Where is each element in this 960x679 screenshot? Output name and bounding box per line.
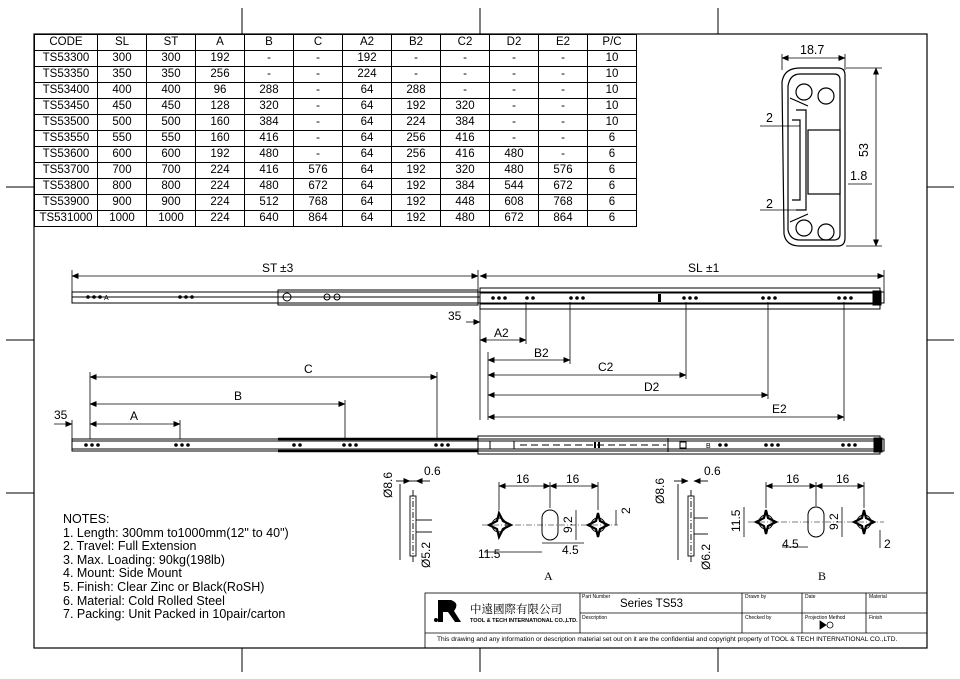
spec-cell: TS53500: [35, 115, 98, 131]
spec-cell: 1000: [147, 211, 196, 227]
spec-cell: 500: [147, 115, 196, 131]
spec-cell: 10: [588, 83, 637, 99]
header-cell: SL: [98, 35, 147, 51]
spec-cell: 350: [147, 67, 196, 83]
note-item: 6. Material: Cold Rolled Steel: [63, 593, 225, 608]
spec-cell: -: [490, 83, 539, 99]
note-item: 7. Packing: Unit Packed in 10pair/carton: [63, 607, 286, 622]
spec-cell: 544: [490, 179, 539, 195]
spec-cell: 320: [245, 99, 294, 115]
detail-captions: [544, 569, 826, 583]
spec-cell: 192: [196, 147, 245, 163]
part-number: Series TS53: [620, 598, 684, 610]
spec-cell: 800: [147, 179, 196, 195]
spec-cell: TS53550: [35, 131, 98, 147]
spec-cell: 64: [343, 131, 392, 147]
header-cell: CODE: [35, 35, 98, 51]
spec-cell: 768: [539, 195, 588, 211]
spec-cell: 192: [392, 99, 441, 115]
detail-a-slot-w: 4.5: [562, 543, 579, 557]
spec-cell: 64: [343, 83, 392, 99]
spec-cell: 64: [343, 163, 392, 179]
finish-label: Finish: [869, 615, 883, 621]
spec-cell: 6: [588, 147, 637, 163]
note-item: 1. Length: 300mm to1000mm(12" to 40"): [63, 525, 289, 540]
detail-b-p2: 16: [836, 472, 850, 486]
dim-thickness: 1.8: [850, 169, 868, 183]
spec-cell: 480: [490, 163, 539, 179]
dim-sl-tol: ±1: [706, 261, 720, 275]
spec-cell: 64: [343, 179, 392, 195]
spec-cell: 900: [147, 195, 196, 211]
spec-cell: 10: [588, 51, 637, 67]
date-label: Date: [805, 594, 816, 600]
spec-cell: 300: [98, 51, 147, 67]
spec-row: [35, 99, 637, 115]
spec-row: [35, 83, 637, 99]
note-item: 3. Max. Loading: 90kg(198lb): [63, 552, 225, 567]
spec-cell: 10: [588, 67, 637, 83]
spec-row: [35, 147, 637, 163]
spec-cell: 480: [245, 179, 294, 195]
detail-b-caption: B: [818, 569, 827, 583]
spec-row: [35, 211, 637, 227]
spec-cell: 416: [245, 163, 294, 179]
spec-cell: -: [539, 83, 588, 99]
dim-b: B: [234, 389, 243, 403]
spec-cell: -: [490, 131, 539, 147]
spec-cell: -: [441, 51, 490, 67]
spec-cell: 384: [441, 179, 490, 195]
spec-cell: 224: [392, 115, 441, 131]
dim-gap-bottom: 2: [766, 197, 773, 211]
spec-cell: 1000: [98, 211, 147, 227]
spec-cell: 800: [98, 179, 147, 195]
spec-cell: 192: [343, 51, 392, 67]
header-cell: C: [294, 35, 343, 51]
bottom-label-b: B: [706, 443, 711, 450]
spec-cell: -: [392, 51, 441, 67]
spec-cell: -: [539, 131, 588, 147]
detail-a-thk: 0.6: [424, 464, 441, 478]
spec-cell: 550: [147, 131, 196, 147]
spec-cell: 640: [245, 211, 294, 227]
spec-table: [34, 34, 637, 227]
dim-35-top: 35: [448, 309, 462, 323]
spec-cell: 96: [196, 83, 245, 99]
spec-cell: 256: [392, 147, 441, 163]
spec-cell: 192: [392, 195, 441, 211]
spec-cell: 128: [196, 99, 245, 115]
spec-row: [35, 163, 637, 179]
header-cell: A2: [343, 35, 392, 51]
header-cell: A: [196, 35, 245, 51]
spec-cell: 600: [98, 147, 147, 163]
spec-cell: 64: [343, 147, 392, 163]
spec-cell: 64: [343, 115, 392, 131]
spec-cell: TS53450: [35, 99, 98, 115]
spec-cell: -: [441, 67, 490, 83]
detail-a-p1: 16: [516, 472, 530, 486]
spec-cell: 416: [245, 131, 294, 147]
spec-cell: -: [294, 147, 343, 163]
spec-row: [35, 131, 637, 147]
spec-cell: 384: [245, 115, 294, 131]
dim-e2: E2: [772, 402, 787, 416]
spec-cell: -: [539, 51, 588, 67]
spec-cell: 864: [539, 211, 588, 227]
dim-gap-top: 2: [766, 111, 773, 125]
spec-cell: 320: [441, 99, 490, 115]
spec-cell: 512: [245, 195, 294, 211]
spec-cell: -: [294, 115, 343, 131]
spec-cell: 384: [441, 115, 490, 131]
spec-cell: 700: [147, 163, 196, 179]
spec-cell: TS531000: [35, 211, 98, 227]
top-slide-holes: [86, 294, 853, 302]
drawn-by-label: Drawn by: [745, 594, 767, 600]
dim-b2: B2: [534, 346, 549, 360]
spec-cell: 160: [196, 115, 245, 131]
spec-cell: -: [294, 67, 343, 83]
spec-cell: -: [294, 51, 343, 67]
notes-title: NOTES:: [63, 512, 110, 526]
spec-cell: 576: [539, 163, 588, 179]
header-cell: B: [245, 35, 294, 51]
spec-cell: 608: [490, 195, 539, 211]
detail-b-thk: 0.6: [704, 464, 721, 478]
detail-a-holes: [482, 510, 618, 540]
detail-a-edge: 2: [619, 507, 633, 514]
detail-b-dia2: Ø6.2: [699, 543, 713, 570]
spec-row: [35, 195, 637, 211]
profile-section: [782, 68, 845, 246]
spec-cell: -: [490, 115, 539, 131]
spec-cell: -: [392, 67, 441, 83]
spec-cell: 416: [441, 147, 490, 163]
detail-a-slot-h: 9.2: [561, 516, 575, 533]
spec-cell: 224: [196, 195, 245, 211]
projection-label: Projection Method: [805, 615, 846, 621]
spec-cell: 256: [392, 131, 441, 147]
spec-cell: 672: [490, 211, 539, 227]
spec-cell: -: [539, 99, 588, 115]
header-cell: ST: [147, 35, 196, 51]
spec-row: [35, 51, 637, 67]
spec-cell: -: [490, 99, 539, 115]
dim-a2: A2: [494, 326, 509, 340]
dim-st-tol: ±3: [280, 261, 294, 275]
dim-c: C: [304, 362, 313, 376]
dim-st: ST: [262, 261, 278, 275]
spec-cell: -: [539, 115, 588, 131]
spec-cell: TS53300: [35, 51, 98, 67]
spec-cell: 288: [392, 83, 441, 99]
top-label-a: A: [104, 295, 109, 302]
header-cell: C2: [441, 35, 490, 51]
part-number-label: Part Number: [582, 594, 611, 600]
detail-b-slot-len: 11.5: [729, 509, 743, 532]
spec-cell: 700: [98, 163, 147, 179]
description-label: Description: [582, 615, 608, 621]
spec-cell: 10: [588, 99, 637, 115]
spec-cell: -: [245, 67, 294, 83]
spec-cell: 6: [588, 195, 637, 211]
company-name-en: TOOL & TECH INTERNATIONAL CO.,LTD.: [470, 618, 578, 624]
bottom-slide-holes: [84, 442, 857, 448]
detail-b-dia1: Ø8.6: [653, 477, 667, 504]
note-item: 5. Finish: Clear Zinc or Black(RoSH): [63, 579, 265, 594]
spec-cell: 6: [588, 179, 637, 195]
spec-cell: 10: [588, 115, 637, 131]
note-item: 4. Mount: Side Mount: [63, 566, 182, 581]
dim-c2: C2: [598, 360, 614, 374]
spec-cell: 224: [343, 67, 392, 83]
spec-cell: 672: [539, 179, 588, 195]
spec-cell: 6: [588, 131, 637, 147]
spec-cell: 672: [294, 179, 343, 195]
header-cell: E2: [539, 35, 588, 51]
detail-a-caption: A: [544, 569, 553, 583]
dim-sl: SL: [688, 261, 703, 275]
bottom-slide-view: [72, 436, 884, 454]
spec-cell: 192: [392, 211, 441, 227]
spec-cell: 6: [588, 163, 637, 179]
spec-cell: TS53600: [35, 147, 98, 163]
spec-cell: 900: [98, 195, 147, 211]
spec-cell: -: [490, 67, 539, 83]
spec-cell: 350: [98, 67, 147, 83]
spec-cell: 256: [196, 67, 245, 83]
spec-cell: -: [539, 67, 588, 83]
spec-row: [35, 179, 637, 195]
notes: [63, 513, 289, 622]
dim-d2: D2: [644, 380, 660, 394]
spec-cell: 768: [294, 195, 343, 211]
spec-header-row: [35, 35, 637, 51]
header-cell: D2: [490, 35, 539, 51]
spec-cell: 64: [343, 195, 392, 211]
dim-width: 18.7: [800, 43, 825, 57]
spec-cell: 160: [196, 131, 245, 147]
spec-cell: TS53700: [35, 163, 98, 179]
spec-cell: TS53900: [35, 195, 98, 211]
spec-cell: TS53350: [35, 67, 98, 83]
spec-cell: TS53800: [35, 179, 98, 195]
spec-cell: -: [539, 147, 588, 163]
spec-cell: 300: [147, 51, 196, 67]
spec-cell: 224: [196, 163, 245, 179]
spec-cell: 600: [147, 147, 196, 163]
detail-b-edge: 2: [884, 537, 891, 551]
spec-table-body: [35, 51, 637, 227]
spec-cell: 192: [196, 51, 245, 67]
spec-cell: -: [294, 99, 343, 115]
spec-cell: 416: [441, 131, 490, 147]
detail-a-slot-len: 11.5: [478, 547, 501, 561]
spec-cell: -: [245, 51, 294, 67]
detail-b-slot-h: 9.2: [827, 513, 841, 530]
spec-cell: 576: [294, 163, 343, 179]
spec-cell: 500: [98, 115, 147, 131]
spec-cell: 320: [441, 163, 490, 179]
spec-cell: -: [490, 51, 539, 67]
spec-row: [35, 67, 637, 83]
spec-cell: 450: [98, 99, 147, 115]
spec-cell: 864: [294, 211, 343, 227]
material-label: Material: [869, 594, 887, 600]
spec-cell: 288: [245, 83, 294, 99]
spec-cell: 64: [343, 99, 392, 115]
spec-cell: 550: [98, 131, 147, 147]
spec-cell: 480: [245, 147, 294, 163]
detail-a-dia1: Ø8.6: [381, 471, 395, 498]
spec-cell: 192: [392, 163, 441, 179]
spec-cell: 400: [147, 83, 196, 99]
detail-b-holes: [748, 507, 884, 537]
spec-cell: -: [294, 131, 343, 147]
spec-cell: 64: [343, 211, 392, 227]
spec-row: [35, 115, 637, 131]
dim-35-bottom: 35: [54, 408, 68, 422]
dim-height: 53: [857, 143, 871, 157]
checked-by-label: Checked by: [745, 615, 772, 621]
spec-cell: 6: [588, 211, 637, 227]
spec-cell: 224: [196, 179, 245, 195]
spec-cell: 480: [441, 211, 490, 227]
detail-a-p2: 16: [566, 472, 580, 486]
header-cell: B2: [392, 35, 441, 51]
spec-cell: 400: [98, 83, 147, 99]
spec-cell: TS53400: [35, 83, 98, 99]
spec-cell: 480: [490, 147, 539, 163]
header-cell: P/C: [588, 35, 637, 51]
spec-cell: 448: [441, 195, 490, 211]
company-logo: [434, 600, 461, 622]
detail-b-slot-w: 4.5: [782, 537, 799, 551]
spec-cell: 224: [196, 211, 245, 227]
spec-cell: 450: [147, 99, 196, 115]
spec-cell: 192: [392, 179, 441, 195]
spec-cell: -: [441, 83, 490, 99]
detail-a-dia2: Ø5.2: [419, 541, 433, 568]
disclaimer: This drawing and any information or description material set out on it are the confidential and copyright property of TOOL & TECH INTERNATIONAL CO.,LTD.: [437, 636, 898, 643]
company-name-cn: 中遠國際有限公司: [470, 602, 562, 616]
spec-cell: -: [294, 83, 343, 99]
dim-a: A: [130, 409, 139, 423]
bottom-view-dimensions: [54, 372, 437, 439]
detail-b-p1: 16: [786, 472, 800, 486]
note-item: 2. Travel: Full Extension: [63, 539, 197, 554]
